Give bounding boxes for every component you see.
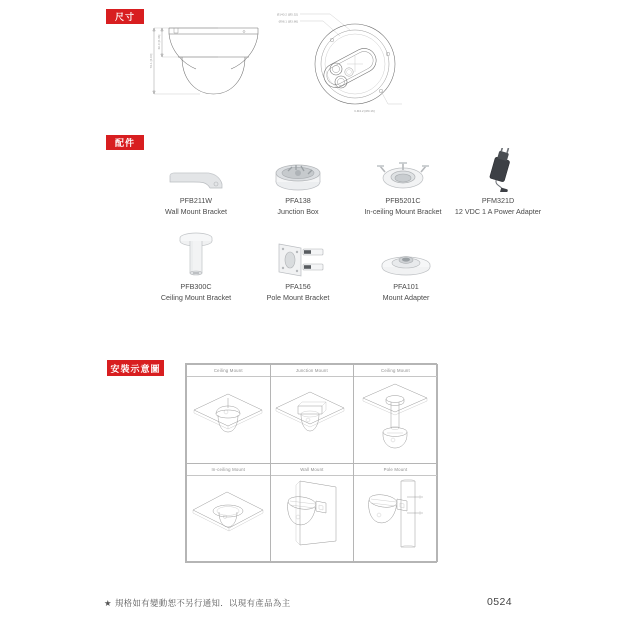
- install-cell-title: In-ceiling Mount: [187, 464, 270, 476]
- accessory-item-pfa138: [254, 146, 342, 217]
- in-ceiling-mount-art: [187, 476, 270, 553]
- accessory-code: PFB211W: [179, 196, 213, 205]
- accessory-code: PFM321D: [481, 196, 515, 205]
- power-adapter-icon: [450, 146, 546, 192]
- footer-note: ★ 規格如有變動恕不另行通知．以現有產品為主: [104, 598, 291, 608]
- dim-label-height-total: 76.1 [3.00]: [149, 53, 153, 69]
- table-row: [187, 463, 438, 562]
- accessory-name: 12 VDC 1 A Power Adapter: [454, 206, 542, 216]
- pole-mount-art: [354, 476, 437, 553]
- dim-label-diameter-outer: Ø140.2 [Ø5.52]: [276, 12, 298, 17]
- dimension-side-view: [149, 28, 258, 94]
- install-cell-junction-mount: [270, 365, 354, 464]
- accessory-code: PFA138: [285, 196, 311, 205]
- accessory-name: Pole Mount Bracket: [266, 292, 330, 302]
- ceiling-mount-art: [187, 377, 270, 454]
- dimension-drawing: [140, 6, 470, 118]
- accessory-code: PFA101: [393, 282, 419, 291]
- accessory-item-pfa101: [362, 232, 450, 303]
- mount-adapter-icon: [362, 232, 450, 278]
- installation-diagram-table: [185, 363, 437, 563]
- section-tag-dimension: 尺寸: [106, 9, 144, 24]
- install-cell-title: Ceiling Mount: [354, 365, 437, 377]
- section-tag-install: 安裝示意圖: [107, 360, 164, 376]
- accessory-item-pfb5201c: [348, 146, 458, 217]
- accessory-code: PFA156: [285, 282, 311, 291]
- install-cell-wall-mount: [270, 463, 354, 562]
- accessory-item-pfa156: [254, 232, 342, 303]
- accessory-name: Ceiling Mount Bracket: [160, 292, 232, 302]
- in-ceiling-bracket-icon: [348, 146, 458, 192]
- accessory-code: PFB5201C: [385, 196, 421, 205]
- ceiling-mount-bracket-icon: [152, 232, 240, 278]
- accessory-item-pfb300c: [152, 232, 240, 303]
- section-tag-accessory: 配件: [106, 135, 144, 150]
- accessory-name: Junction Box: [277, 206, 319, 216]
- page-number: 0524: [487, 596, 512, 608]
- dim-label-diameter-inner: Ø98.1 [Ø3.86]: [278, 19, 298, 24]
- install-cell-ceiling-mount: [187, 365, 271, 464]
- pendant-mount-art: [354, 377, 437, 454]
- dim-label-height-body: 60.0 [2.36]: [157, 34, 161, 50]
- junction-mount-art: [271, 377, 354, 454]
- install-cell-title: Wall Mount: [271, 464, 354, 476]
- accessory-name: In-ceiling Mount Bracket: [364, 206, 442, 216]
- accessory-name: Wall Mount Bracket: [164, 206, 228, 216]
- junction-box-icon: [254, 146, 342, 192]
- install-cell-title: Pole Mount: [354, 464, 437, 476]
- table-row: [187, 365, 438, 464]
- wall-mount-art: [271, 476, 354, 553]
- accessory-item-pfm321d: [450, 146, 546, 217]
- install-cell-title: Junction Mount: [271, 365, 354, 377]
- install-cell-title: Ceiling Mount: [187, 365, 270, 377]
- accessory-item-pfb211w: [152, 146, 240, 217]
- dimension-plan-view: [277, 13, 402, 114]
- dim-label-screws: 3-M4.2 [Ø0.16]: [354, 109, 375, 113]
- accessory-name: Mount Adapter: [382, 292, 430, 302]
- wall-mount-bracket-icon: [152, 146, 240, 192]
- install-cell-in-ceiling-mount: [187, 463, 271, 562]
- install-cell-pole-mount: [354, 463, 438, 562]
- pole-mount-bracket-icon: [254, 232, 342, 278]
- install-cell-pendant-mount: [354, 365, 438, 464]
- accessory-code: PFB300C: [180, 282, 212, 291]
